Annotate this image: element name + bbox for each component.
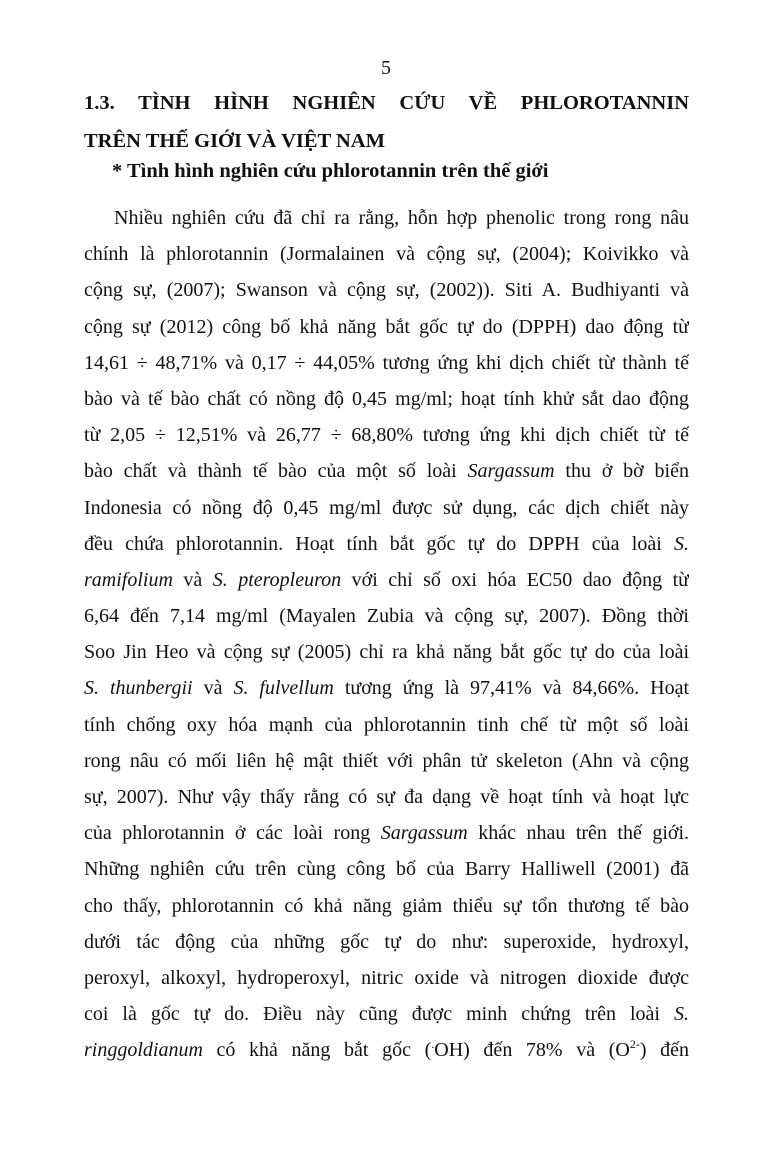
text-line: Soo Jin Heo và cộng sự (2005) chỉ ra khả năng bắt gốc tự do của loài bbox=[84, 641, 689, 664]
text-run: đều chứa phlorotannin. Hoạt tính bắt gốc tự do DPPH của loài bbox=[84, 532, 662, 555]
text-run: của phlorotannin ở các loài rong bbox=[84, 822, 371, 845]
body-paragraph bbox=[84, 200, 689, 1069]
text-line bbox=[84, 815, 689, 851]
text-run: bào chất và thành tế bào của một số loài bbox=[84, 460, 457, 483]
species-name: S. bbox=[674, 532, 689, 555]
species-name: ramifolium bbox=[84, 568, 173, 591]
text-run: tương ứng là 97,41% và 84,66%. Hoạt bbox=[344, 677, 689, 700]
text-line: tính chống oxy hóa mạnh của phlorotannin tinh chế từ một số loài bbox=[84, 713, 689, 736]
text-run: thu ở bờ biển bbox=[565, 460, 689, 483]
species-name: Sargassum bbox=[467, 460, 555, 483]
section-heading-line-2: TRÊN THẾ GIỚI VÀ VIỆT NAM bbox=[84, 130, 385, 152]
text-line: từ 2,05 ÷ 12,51% và 26,77 ÷ 68,80% tương ứng khi dịch chiết từ tế bbox=[84, 424, 689, 447]
text-line: 14,61 ÷ 48,71% và 0,17 ÷ 44,05% tương ứng khi dịch chiết từ thành tế bbox=[84, 351, 689, 374]
species-name: S. pteropleuron bbox=[212, 568, 342, 591]
text-line: sự, 2007). Như vậy thấy rằng có sự đa dạng về hoạt tính và hoạt lực bbox=[84, 786, 689, 808]
text-line bbox=[84, 453, 689, 489]
text-run: và bbox=[183, 568, 203, 591]
text-line: bào và tế bào chất có nồng độ 0,45 mg/ml; hoạt tính khử sắt dao động bbox=[84, 387, 689, 410]
text-line: peroxyl, alkoxyl, hydroperoxyl, nitric oxide và nitrogen dioxide được bbox=[84, 966, 689, 989]
text-line bbox=[84, 670, 689, 706]
text-line: dưới tác động của những gốc tự do như: superoxide, hydroxyl, bbox=[84, 930, 689, 953]
text-line: cộng sự, (2007); Swanson và cộng sự, (2002)). Siti A. Budhiyanti và bbox=[84, 279, 689, 302]
text-line bbox=[84, 526, 689, 562]
text-run: coi là gốc tự do. Điều này cũng được minh chứng trên loài bbox=[84, 1003, 660, 1026]
text-line: Nhiều nghiên cứu đã chỉ ra rằng, hỗn hợp phenolic trong rong nâu bbox=[114, 207, 689, 229]
charge-superscript: 2- bbox=[629, 1037, 640, 1052]
text-run: có khả năng bắt gốc ( bbox=[216, 1039, 432, 1062]
text-line bbox=[84, 996, 689, 1032]
text-line: Indonesia có nồng độ 0,45 mg/ml được sử dụng, các dịch chiết này bbox=[84, 496, 689, 519]
text-line bbox=[84, 562, 689, 598]
species-name: S. fulvellum bbox=[233, 677, 334, 700]
text-line: cho thấy, phlorotannin có khả năng giảm thiểu sự tổn thương tế bào bbox=[84, 894, 689, 917]
text-run: OH) đến 78% và (O bbox=[434, 1039, 630, 1062]
text-run: với chỉ số oxi hóa EC50 dao động từ bbox=[351, 568, 689, 591]
text-line: 6,64 đến 7,14 mg/ml (Mayalen Zubia và cộng sự, 2007). Đồng thời bbox=[84, 605, 689, 628]
text-line: chính là phlorotannin (Jormalainen và cộng sự, (2004); Koivikko và bbox=[84, 243, 689, 266]
text-run: khác nhau trên thế giới. bbox=[478, 822, 689, 845]
text-line: cộng sự (2012) công bố khả năng bắt gốc tự do (DPPH) dao động từ bbox=[84, 315, 689, 338]
species-name: S. thunbergii bbox=[84, 677, 193, 700]
text-run: và bbox=[203, 677, 223, 700]
section-heading bbox=[84, 84, 689, 160]
radical-dot: . bbox=[431, 1037, 435, 1052]
page-number: 5 bbox=[381, 57, 391, 79]
species-name: S. bbox=[674, 1003, 689, 1026]
species-name: Sargassum bbox=[380, 822, 468, 845]
text-line: Những nghiên cứu trên cùng công bố của Barry Halliwell (2001) đã bbox=[84, 858, 689, 881]
text-line: rong nâu có mối liên hệ mật thiết với phân tử skeleton (Ahn và cộng bbox=[84, 749, 689, 772]
species-name: ringgoldianum bbox=[84, 1039, 203, 1062]
subsection-heading: * Tình hình nghiên cứu phlorotannin trên thế giới bbox=[112, 160, 549, 182]
text-run: ) đến bbox=[639, 1039, 689, 1062]
text-line bbox=[84, 1032, 689, 1068]
section-heading-line-1: 1.3. TÌNH HÌNH NGHIÊN CỨU VỀ PHLOROTANNIN bbox=[84, 92, 689, 114]
